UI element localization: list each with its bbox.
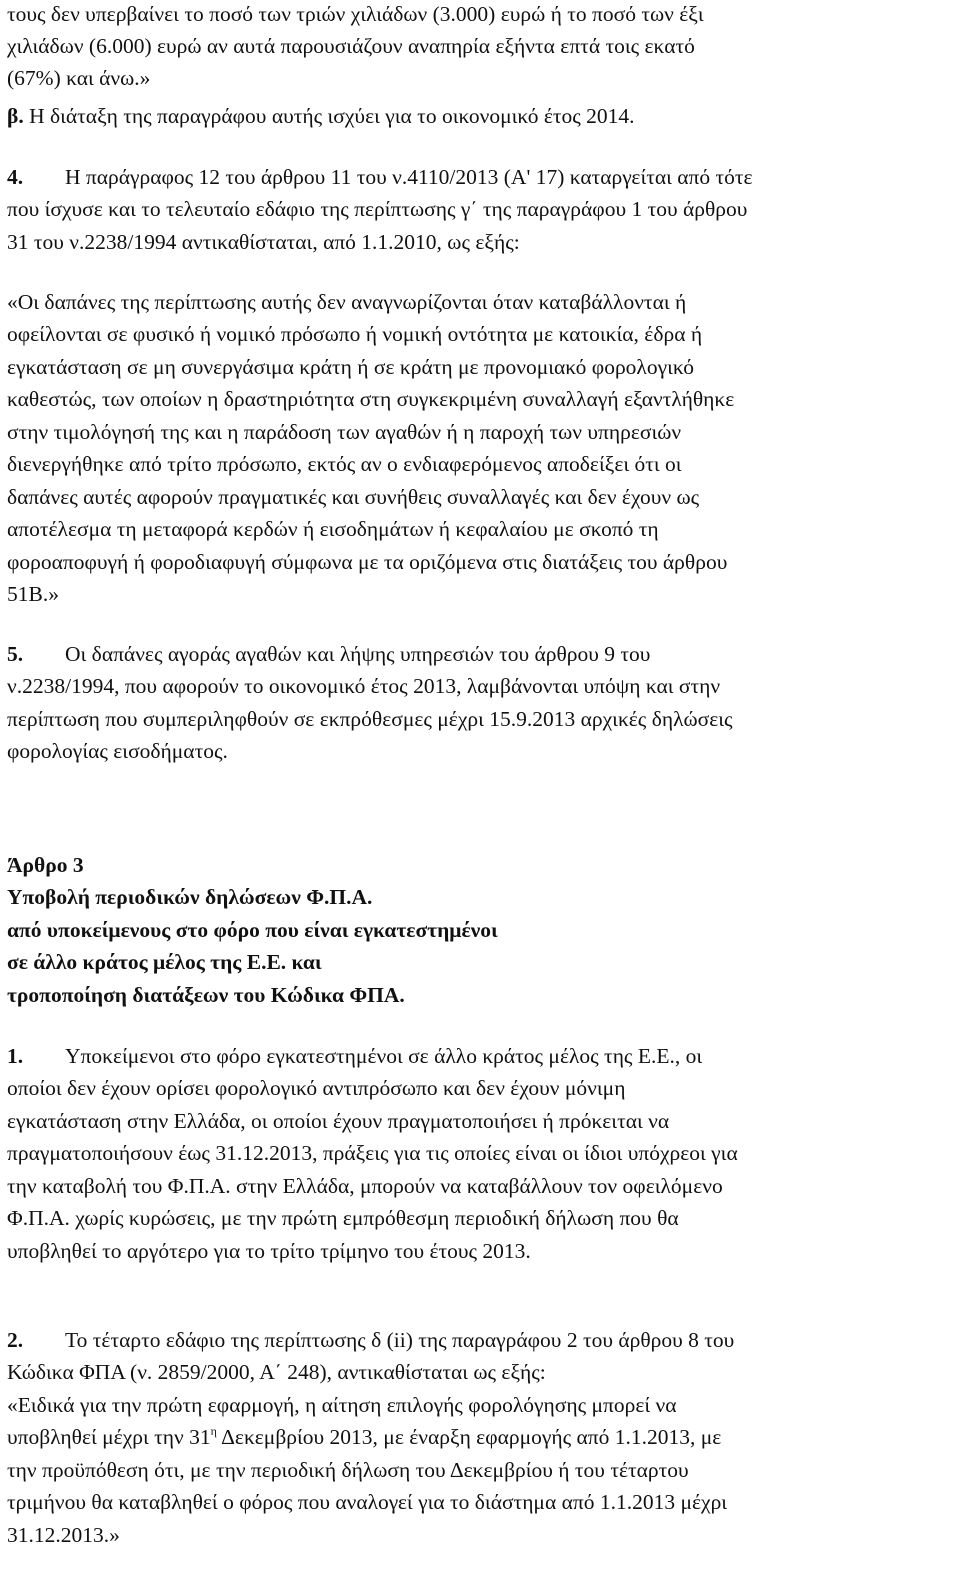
- text-line: την καταβολή του Φ.Π.Α. στην Ελλάδα, μπορούν να καταβάλλουν τον οφειλόμενο: [7, 1174, 723, 1198]
- paragraph-number: 1.: [7, 1044, 24, 1068]
- quote-line: διενεργήθηκε από τρίτο πρόσωπο, εκτός αν ο ενδιαφερόμενος αποδείξει ότι οι: [7, 452, 682, 476]
- text-line: τριμήνου θα καταβληθεί ο φόρος που αναλογεί για το διάστημα από 1.1.2013 μέχρι: [7, 1490, 728, 1514]
- text-line-with-superscript: [7, 1423, 721, 1451]
- article-heading-line: τροποποίηση διατάξεων του Κώδικα ΦΠΑ.: [7, 983, 405, 1007]
- text-line: οποίοι δεν έχουν ορίσει φορολογικό αντιπρόσωπο και δεν έχουν μόνιμη: [7, 1076, 626, 1100]
- article-paragraph-2-line: [7, 1326, 734, 1354]
- article-paragraph-1-line: [7, 1042, 702, 1070]
- text-line: περίπτωση που συμπεριληφθούν σε εκπρόθεσμες μέχρι 15.9.2013 αρχικές δηλώσεις: [7, 707, 733, 731]
- article-heading-line: σε άλλο κράτος μέλος της Ε.Ε. και: [7, 950, 322, 974]
- text-line: χιλιάδων (6.000) ευρώ αν αυτά παρουσιάζουν αναπηρία εξήντα επτά τοις εκατό: [7, 34, 695, 58]
- text-line: την προϋπόθεση ότι, με την περιοδική δήλωση του Δεκεμβρίου ή του τέταρτου: [7, 1458, 689, 1482]
- article-heading-line: Υποβολή περιοδικών δηλώσεων Φ.Π.Α.: [7, 885, 373, 909]
- text-line: τους δεν υπερβαίνει το ποσό των τριών χιλιάδων (3.000) ευρώ ή το ποσό των έξι: [7, 2, 704, 26]
- paragraph-number: 5.: [7, 642, 24, 666]
- paragraph-text: Οι δαπάνες αγοράς αγαθών και λήψης υπηρεσιών του άρθρου 9 του: [65, 642, 651, 666]
- text-line: Φ.Π.Α. χωρίς κυρώσεις, με την πρώτη εμπρόθεσμη περιοδική δήλωση που θα: [7, 1206, 679, 1230]
- quote-line: 51Β.»: [7, 582, 59, 606]
- text-fragment: Δεκεμβρίου 2013, με έναρξη εφαρμογής από 1.1.2013, με: [216, 1425, 722, 1449]
- text-line: 31.12.2013.»: [7, 1523, 120, 1547]
- paragraph-number: 4.: [7, 165, 24, 189]
- text-line: ν.2238/1994, που αφορούν το οικονομικό έτος 2013, λαμβάνονται υπόψη και στην: [7, 674, 721, 698]
- text-line: «Ειδικά για την πρώτη εφαρμογή, η αίτηση επιλογής φορολόγησης μπορεί να: [7, 1393, 677, 1417]
- text-line: υποβληθεί το αργότερο για το τρίτο τρίμηνο του έτους 2013.: [7, 1239, 531, 1263]
- quote-line: οφείλονται σε φυσικό ή νομικό πρόσωπο ή νομική οντότητα με κατοικία, έδρα ή: [7, 322, 703, 346]
- quote-line: «Οι δαπάνες της περίπτωσης αυτής δεν αναγνωρίζονται όταν καταβάλλονται ή: [7, 290, 687, 314]
- paragraph-text: Υποκείμενοι στο φόρο εγκατεστημένοι σε άλλο κράτος μέλος της Ε.Ε., οι: [65, 1044, 703, 1068]
- text-line: Κώδικα ΦΠΑ (ν. 2859/2000, Α΄ 248), αντικαθίσταται ως εξής:: [7, 1360, 546, 1384]
- article-title: Άρθρο 3: [7, 853, 84, 877]
- paragraph-text: Η παράγραφος 12 του άρθρου 11 του ν.4110/2013 (Α' 17) καταργείται από τότε: [65, 165, 753, 189]
- text-fragment: υποβληθεί μέχρι την 31: [7, 1425, 211, 1449]
- quote-line: αποτέλεσμα τη μεταφορά κερδών ή εισοδημάτων ή κεφαλαίου με σκοπό τη: [7, 517, 659, 541]
- paragraph-marker: β.: [7, 104, 24, 128]
- quote-line: δαπάνες αυτές αφορούν πραγματικές και συνήθεις συναλλαγές και δεν έχουν ως: [7, 485, 700, 509]
- text-line: πραγματοποιήσουν έως 31.12.2013, πράξεις για τις οποίες είναι οι ίδιοι υπόχρεοι για: [7, 1141, 738, 1165]
- paragraph-number: 2.: [7, 1328, 24, 1352]
- paragraph-text: Η διάταξη της παραγράφου αυτής ισχύει για το οικονομικό έτος 2014.: [23, 104, 635, 128]
- text-line: φορολογίας εισοδήματος.: [7, 739, 228, 763]
- paragraph-5-line: [7, 640, 650, 668]
- paragraph-beta: [7, 102, 635, 130]
- text-line: που ίσχυσε και το τελευταίο εδάφιο της περίπτωσης γ΄ της παραγράφου 1 του άρθρου: [7, 197, 748, 221]
- quote-line: εγκατάσταση σε μη συνεργάσιμα κράτη ή σε κράτη με προνομιακό φορολογικό: [7, 355, 694, 379]
- quote-line: καθεστώς, των οποίων η δραστηριότητα στη συγκεκριμένη συναλλαγή εξαντλήθηκε: [7, 387, 735, 411]
- quote-line: στην τιμολόγησή της και η παράδοση των αγαθών ή η παροχή των υπηρεσιών: [7, 420, 682, 444]
- ordinal-superscript: η: [210, 1424, 217, 1438]
- quote-line: φοροαποφυγή ή φοροδιαφυγή σύμφωνα με τα οριζόμενα στις διατάξεις του άρθρου: [7, 550, 728, 574]
- text-line: εγκατάσταση στην Ελλάδα, οι οποίοι έχουν πραγματοποιήσει ή πρόκειται να: [7, 1109, 670, 1133]
- text-line: 31 του ν.2238/1994 αντικαθίσταται, από 1.1.2010, ως εξής:: [7, 230, 520, 254]
- paragraph-text: Το τέταρτο εδάφιο της περίπτωσης δ (ii) της παραγράφου 2 του άρθρου 8 του: [65, 1328, 735, 1352]
- text-line: (67%) και άνω.»: [7, 66, 151, 90]
- article-heading-line: από υποκείμενους στο φόρο που είναι εγκατεστημένοι: [7, 918, 498, 942]
- paragraph-4-line: [7, 163, 753, 191]
